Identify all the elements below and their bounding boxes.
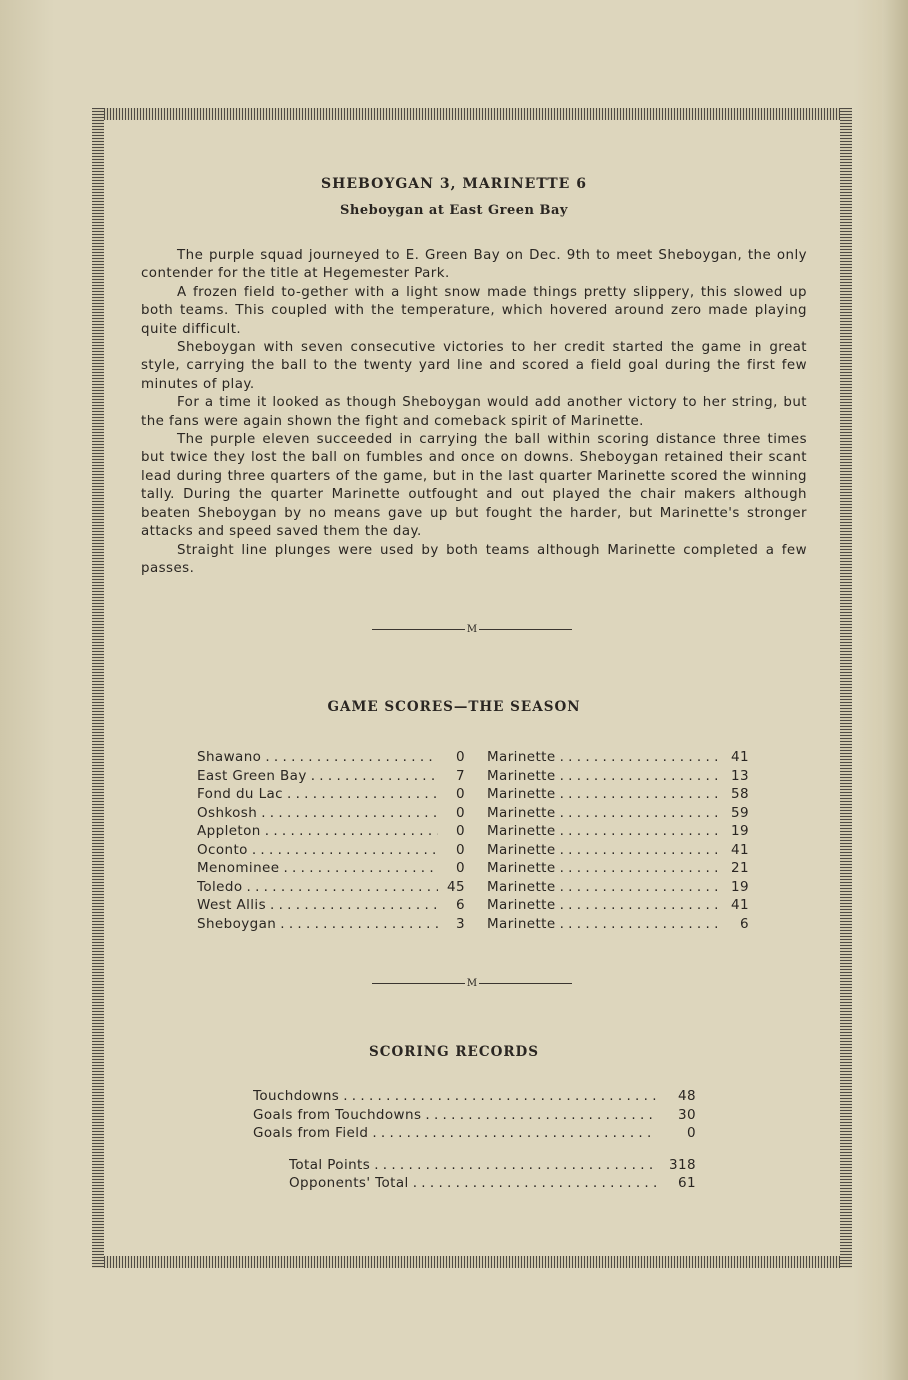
opponent-name: Fond du Lac: [197, 786, 283, 802]
leader-dots: [556, 822, 720, 841]
season-title: GAME SCORES—THE SEASON: [327, 699, 581, 715]
team-score: 19: [731, 878, 749, 895]
leader-dots: [556, 748, 720, 767]
leader-dots: [261, 748, 438, 767]
team-cell: [487, 767, 749, 786]
opponent-cell: [197, 767, 465, 786]
team-score: 58: [731, 786, 749, 802]
opponent-cell: [197, 896, 465, 915]
opponent-score: 7: [456, 767, 465, 784]
leader-dots: [556, 785, 720, 804]
team-name: Marinette: [487, 915, 556, 932]
opponent-name: Oconto: [197, 841, 248, 858]
table-row: [197, 896, 749, 915]
article-paragraph: The purple eleven succeeded in carrying the ball within scoring distance three times but twice they lost the ball on fumbles and once on downs. Sheboygan retained their scant lead during three quarters of the game, but in the last quarter Marinette scored the winning tally. During the quarter Marinette outfought and out played the chair makers although beaten Sheboygan by no means gave up but fought the harder, but Marinette's stronger attacks and speed saved them the day.: [141, 432, 807, 540]
opponent-name: West Allis: [197, 897, 267, 913]
opponent-cell: [197, 841, 465, 860]
team-score: 19: [731, 823, 749, 839]
team-cell: [487, 804, 749, 823]
table-row: [197, 859, 749, 878]
record-label: Opponents' Total: [289, 1175, 409, 1191]
opponent-name: Toledo: [197, 878, 243, 895]
column-gap: [465, 841, 487, 860]
opponent-cell: [197, 748, 465, 767]
team-cell: [487, 785, 749, 804]
article-paragraph: Sheboygan with seven consecutive victories to her credit started the game in great style, carrying the ball to the twenty yard line and scored a field goal during the first few minutes of play.: [141, 340, 807, 392]
leader-dots: [556, 878, 720, 897]
article-paragraph: The purple squad journeyed to E. Green Bay on Dec. 9th to meet Sheboygan, the only contender for the title at Hegemester Park.: [141, 248, 807, 282]
opponent-name: Shawano: [197, 749, 262, 765]
leader-dots: [556, 767, 720, 786]
record-cell: [289, 1174, 696, 1193]
article-title: SHEBOYGAN 3, MARINETTE 6: [321, 176, 587, 192]
leader-dots: [257, 804, 438, 823]
opponent-name: Appleton: [197, 823, 261, 839]
record-value: 48: [678, 1088, 696, 1104]
team-score: 6: [740, 915, 749, 932]
divider-line: [372, 629, 465, 630]
leader-dots: [283, 785, 438, 804]
article-paragraph: A frozen field to-gether with a light snow made things pretty slippery, this slowed up both teams. This coupled with the temperature, which hovered around zero made playing quite difficult.: [141, 284, 807, 337]
opponent-cell: [197, 804, 465, 823]
opponent-cell: [197, 785, 465, 804]
team-name: Marinette: [487, 786, 556, 802]
team-name: Marinette: [487, 841, 556, 858]
section-divider: [372, 976, 572, 990]
leader-dots: [368, 1124, 657, 1143]
border-left: [92, 108, 104, 1268]
team-cell: [487, 822, 749, 841]
team-cell: [487, 878, 749, 897]
record-value: 30: [678, 1106, 696, 1123]
table-row: [197, 804, 749, 823]
record-cell: [253, 1124, 696, 1143]
team-score: 41: [731, 841, 749, 858]
divider-mark: M: [466, 623, 478, 635]
team-name: Marinette: [487, 860, 556, 876]
divider-line: [479, 629, 572, 630]
border-bottom: [92, 1256, 852, 1268]
column-gap: [465, 804, 487, 823]
table-row: [197, 822, 749, 841]
column-gap: [465, 896, 487, 915]
column-gap: [465, 878, 487, 897]
opponent-score: 0: [456, 841, 465, 858]
column-gap: [465, 915, 487, 934]
team-score: 21: [731, 860, 749, 876]
team-name: Marinette: [487, 878, 556, 895]
divider-line: [479, 983, 572, 984]
record-value: 0: [687, 1125, 696, 1141]
section-divider: [372, 622, 572, 636]
column-gap: [465, 785, 487, 804]
opponent-name: Oshkosh: [197, 804, 258, 821]
team-score: 41: [731, 749, 749, 765]
table-row: [197, 841, 749, 860]
opponent-name: East Green Bay: [197, 767, 307, 784]
leader-dots: [556, 915, 720, 934]
team-cell: [487, 859, 749, 878]
team-cell: [487, 748, 749, 767]
record-value: 318: [669, 1156, 696, 1173]
team-score: 59: [731, 804, 749, 821]
column-gap: [465, 748, 487, 767]
divider-line: [372, 983, 465, 984]
season-scores-table: [197, 748, 749, 933]
team-name: Marinette: [487, 804, 556, 821]
leader-dots: [266, 896, 438, 915]
table-row: [197, 915, 749, 934]
leader-dots: [556, 804, 720, 823]
opponent-score: 6: [456, 897, 465, 913]
leader-dots: [421, 1106, 657, 1125]
opponent-cell: [197, 859, 465, 878]
leader-dots: [556, 859, 720, 878]
leader-dots: [307, 767, 438, 786]
table-row: [197, 748, 749, 767]
column-gap: [465, 767, 487, 786]
record-cell: [289, 1156, 696, 1175]
record-label: Touchdowns: [253, 1088, 340, 1104]
opponent-name: Menominee: [197, 860, 280, 876]
team-score: 41: [731, 897, 749, 913]
team-score: 13: [731, 767, 749, 784]
leader-dots: [243, 878, 439, 897]
team-name: Marinette: [487, 897, 556, 913]
record-row: [289, 1156, 696, 1175]
record-label: Goals from Field: [253, 1125, 369, 1141]
record-row: [253, 1106, 696, 1125]
opponent-score: 0: [456, 749, 465, 765]
leader-dots: [276, 915, 438, 934]
leader-dots: [339, 1087, 657, 1106]
opponent-name: Sheboygan: [197, 915, 277, 932]
leader-dots: [556, 841, 720, 860]
team-name: Marinette: [487, 823, 556, 839]
record-row: [253, 1124, 696, 1143]
scoring-title: SCORING RECORDS: [368, 1044, 540, 1060]
article-subtitle: Sheboygan at East Green Bay: [340, 203, 568, 218]
record-label: Total Points: [289, 1156, 371, 1173]
opponent-score: 0: [456, 786, 465, 802]
team-cell: [487, 915, 749, 934]
article-body: [141, 247, 807, 578]
record-label: Goals from Touchdowns: [253, 1106, 422, 1123]
record-cell: [253, 1087, 696, 1106]
table-row: [197, 785, 749, 804]
team-name: Marinette: [487, 767, 556, 784]
leader-dots: [279, 859, 438, 878]
column-gap: [465, 822, 487, 841]
scoring-records-table: [253, 1087, 696, 1193]
divider-mark: M: [466, 977, 478, 989]
article-paragraph: For a time it looked as though Sheboygan would add another victory to her string, but the fans were again shown the fight and comeback spirit of Marinette.: [141, 395, 807, 429]
leader-dots: [248, 841, 438, 860]
opponent-score: 45: [447, 878, 465, 895]
leader-dots: [261, 822, 438, 841]
opponent-score: 0: [456, 804, 465, 821]
record-row: [253, 1087, 696, 1106]
column-gap: [465, 859, 487, 878]
spacer: [253, 1143, 696, 1156]
opponent-score: 0: [456, 823, 465, 839]
border-top: [92, 108, 852, 120]
record-row: [289, 1174, 696, 1193]
table-row: [197, 767, 749, 786]
opponent-score: 3: [456, 915, 465, 932]
team-cell: [487, 896, 749, 915]
leader-dots: [370, 1156, 657, 1175]
opponent-score: 0: [456, 860, 465, 876]
opponent-cell: [197, 915, 465, 934]
article-paragraph: Straight line plunges were used by both teams although Marinette completed a few passes.: [141, 542, 807, 576]
opponent-cell: [197, 822, 465, 841]
team-cell: [487, 841, 749, 860]
leader-dots: [409, 1174, 657, 1193]
opponent-cell: [197, 878, 465, 897]
leader-dots: [556, 896, 720, 915]
team-name: Marinette: [487, 749, 556, 765]
record-cell: [253, 1106, 696, 1125]
table-row: [197, 878, 749, 897]
border-right: [840, 108, 852, 1268]
record-value: 61: [678, 1175, 696, 1191]
